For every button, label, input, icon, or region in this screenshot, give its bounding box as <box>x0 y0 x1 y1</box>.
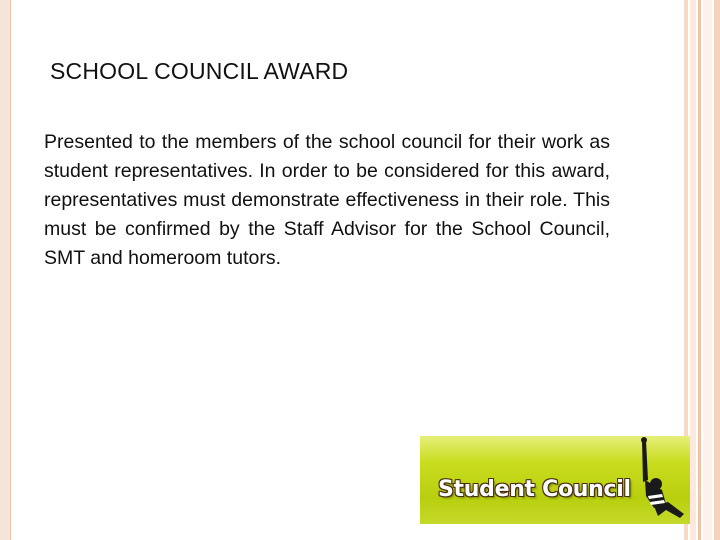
student-council-logo <box>420 436 690 524</box>
slide-body-text: Presented to the members of the school council for their work as student representatives. In order to be considered for this award, representatives must demonstrate effectiveness in their role. This must be confirmed by the Staff Advisor for the School Council, SMT and homeroom tutors. <box>44 131 610 269</box>
left-border <box>0 0 11 540</box>
student-figure-icon <box>632 436 690 524</box>
logo-text: Student Council <box>438 477 631 502</box>
slide-title: SCHOOL COUNCIL AWARD <box>50 58 349 84</box>
